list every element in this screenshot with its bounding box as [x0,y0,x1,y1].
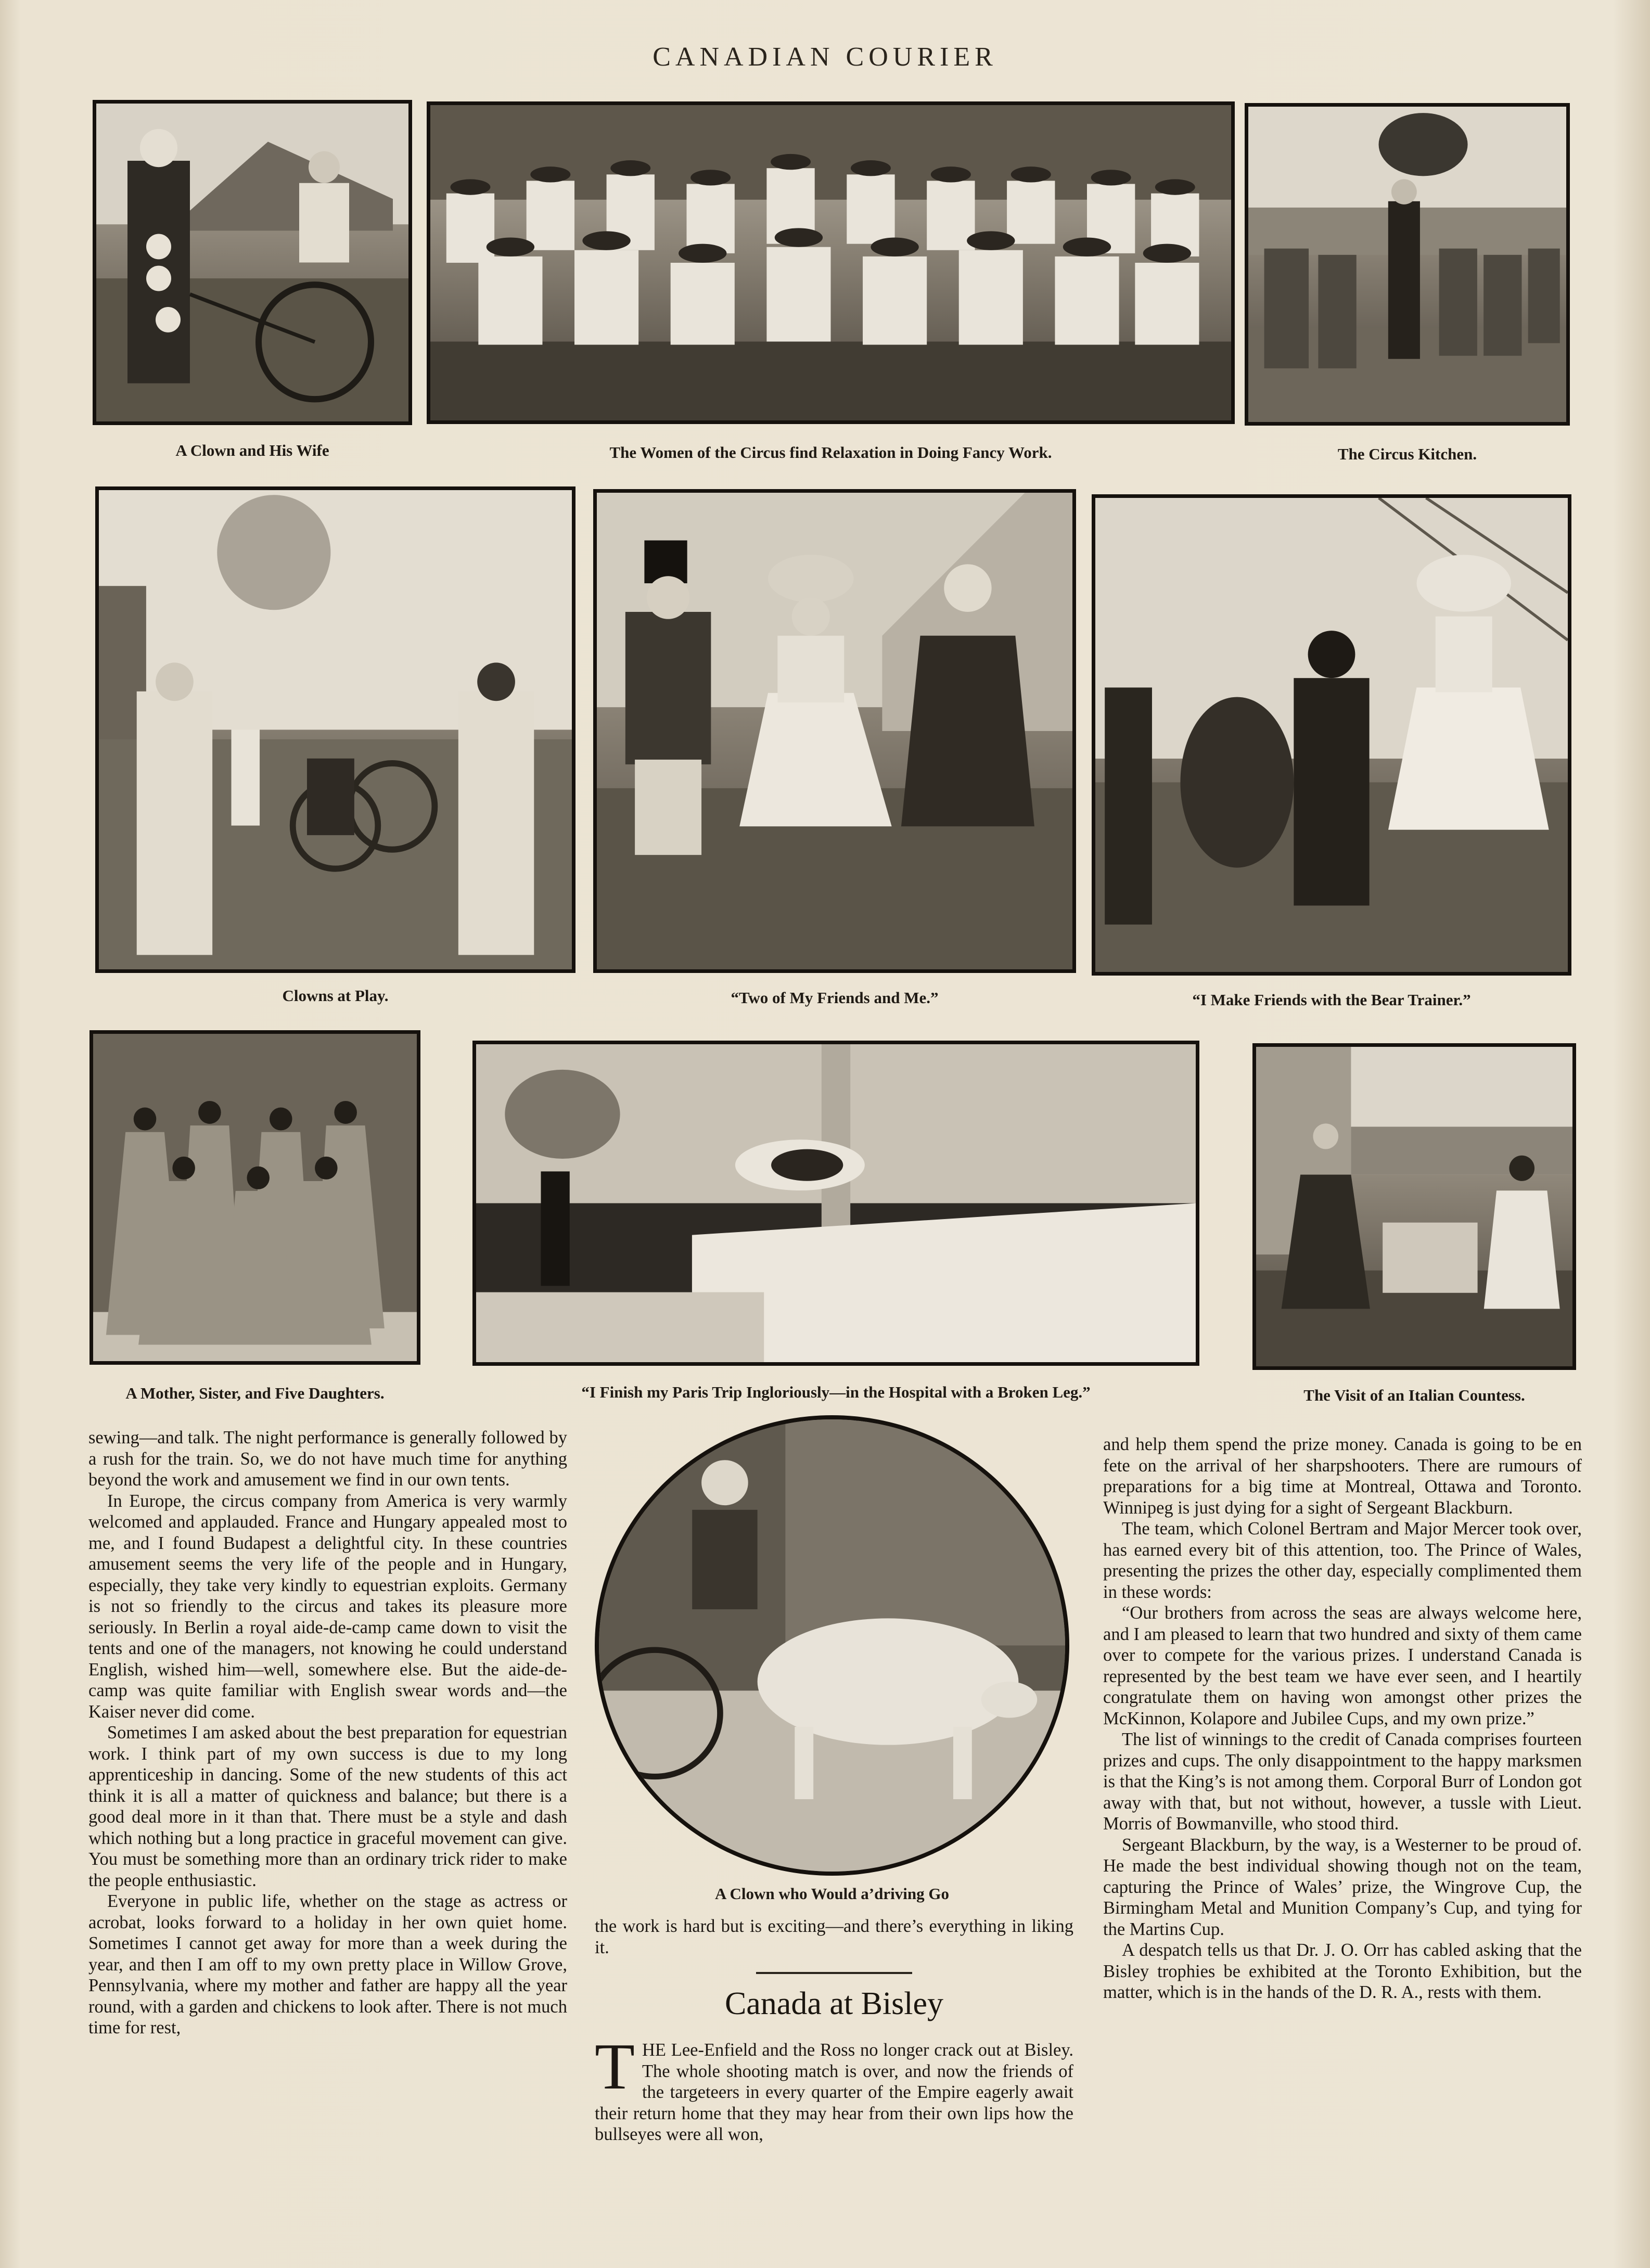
left-paragraph: Sometimes I am asked about the best preparation for equestrian work. I think part of my own success is due to my long apprenticeship in dancing. Some of the new students of this act think it is all a matter of quickness and balance; but there is a good deal more in it than that. There must be a style and dash which nothing but a long practice in graceful movement can give. You must be something more than an ordinary trick rider to make the people enthusiastic. [88,1723,567,1890]
masthead: CANADIAN COURIER [653,42,997,72]
left-paragraph: In Europe, the circus company from America is very warmly welcomed and applauded. France and Hungary appealed most to me, and I found Budapest a delightful city. In these countries amusement seems the very life of the people and in Hungary, especially, they take very kindly to equestrian exploits. Germany is not so friendly to the circus and takes its pleasure more seriously. In Berlin a royal aide-de-camp came down to visit the tents and one of the managers, not knowing he could understand English, wished him—well, somewhere else. But the aide-de-camp was quite familiar with English swear words and—the Kaiser never did come. [88,1491,567,1722]
photo-bear-trainer [1092,494,1571,976]
caption-clowns-at-play: Clowns at Play. [282,986,389,1005]
photo-clown-and-wife [93,100,412,425]
photo-clown-driving-pig [595,1415,1069,1876]
right-paragraph: Sergeant Blackburn, by the way, is a Westerner to be proud of. He made the best individual showing though not on the team, capturing the Prince of Wales’ prize, the Wingrove Cup, the Birmingham Metal and Munition Company’s Cup, and tying for the Martins Cup. [1103,1835,1582,1939]
photo-italian-countess [1252,1043,1576,1370]
caption-clown-driving: A Clown who Would a’driving Go [715,1885,949,1903]
article-lead: HE Lee-Enfield and the Ross no longer crack out at Bisley. The whole shooting match is over, and now the friends of the targeteers in every quarter of the Empire eagerly await their return home that they may hear from their own lips how the bullseyes were all won, [595,2040,1073,2144]
right-paragraph: and help them spend the prize money. Canada is going to be en fete on the arrival of her sharpshooters. There are rumours of preparations for a big time at Montreal, Ottawa and Toronto. Winnipeg is just dying for a sight of Sergeant Blackburn. [1103,1434,1582,1518]
caption-two-friends: “Two of My Friends and Me.” [731,989,939,1007]
right-column [1103,1434,1582,2003]
caption-bear-trainer: “I Make Friends with the Bear Trainer.” [1192,991,1471,1009]
right-paragraph-quote: “Our brothers from across the seas are always welcome here, and I am pleased to learn that two hundred and sixty of them came over to compete for the various prizes. I understand Canada is represented by the best team we have ever seen, and I heartily congratulate them on having won amongst other prizes the McKinnon, Kolapore and Jubilee Cups, and my own prize.” [1103,1603,1582,1728]
right-paragraph: The team, which Colonel Bertram and Major Mercer took over, has earned every bit of this attention, too. The Prince of Wales, presenting the prizes the other day, especially complimented them in these words: [1103,1519,1582,1602]
drop-cap: T [595,2031,635,2103]
left-paragraph: Everyone in public life, whether on the stage as actress or acrobat, looks forward to a holiday in her own quiet home. Sometimes I cannot get away for more than a week during the year, and then I am off to my own pretty place in Willow Grove, Pennsylvania, where my mother and father are happy all the year round, with a garden and chickens to look after. There is not much time for rest, [88,1891,567,2038]
right-paragraph: A despatch tells us that Dr. J. O. Orr has cabled asking that the Bisley trophies be exhibited at the Toronto Exhibition, but the matter, which is in the hands of the D. R. A., rests with them. [1103,1940,1582,2002]
caption-italian-countess: The Visit of an Italian Countess. [1303,1386,1525,1404]
photo-circus-kitchen [1245,103,1570,426]
photo-hospital-broken-leg [472,1041,1199,1366]
left-column [88,1427,567,2039]
left-paragraph: sewing—and talk. The night performance is generally followed by a rush for the train. So, we do not have much time for anything beyond the work and amusement we find in our own tents. [88,1428,567,1490]
caption-hospital-broken-leg: “I Finish my Paris Trip Ingloriously—in the Hospital with a Broken Leg.” [581,1383,1091,1401]
photo-clowns-at-play [95,486,575,973]
photo-two-friends [593,489,1076,973]
right-paragraph: The list of winnings to the credit of Canada comprises fourteen prizes and cups. The only disappointment to the happy marksmen is that the King’s is not among them. Corporal Burr of London got away with that, but not without, however, a tussle with Lieut. Morris of Bowmanville, who stood third. [1103,1729,1582,1834]
caption-mother-sister-daughters: A Mother, Sister, and Five Daughters. [125,1384,385,1402]
center-continuation [595,1916,1073,1958]
center-continuation-text: the work is hard but is exciting—and there’s everything in liking it. [595,1916,1073,1957]
photo-women-fancy-work [427,101,1235,424]
photo-mother-sister-daughters [89,1030,420,1365]
caption-circus-kitchen: The Circus Kitchen. [1337,445,1477,463]
center-article [595,2031,1073,2145]
caption-women-fancy-work: The Women of the Circus find Relaxation in Doing Fancy Work. [609,443,1052,462]
article-divider [756,1972,912,1974]
article-title: Canada at Bisley [724,1986,944,2021]
caption-clown-and-wife: A Clown and His Wife [175,441,329,459]
